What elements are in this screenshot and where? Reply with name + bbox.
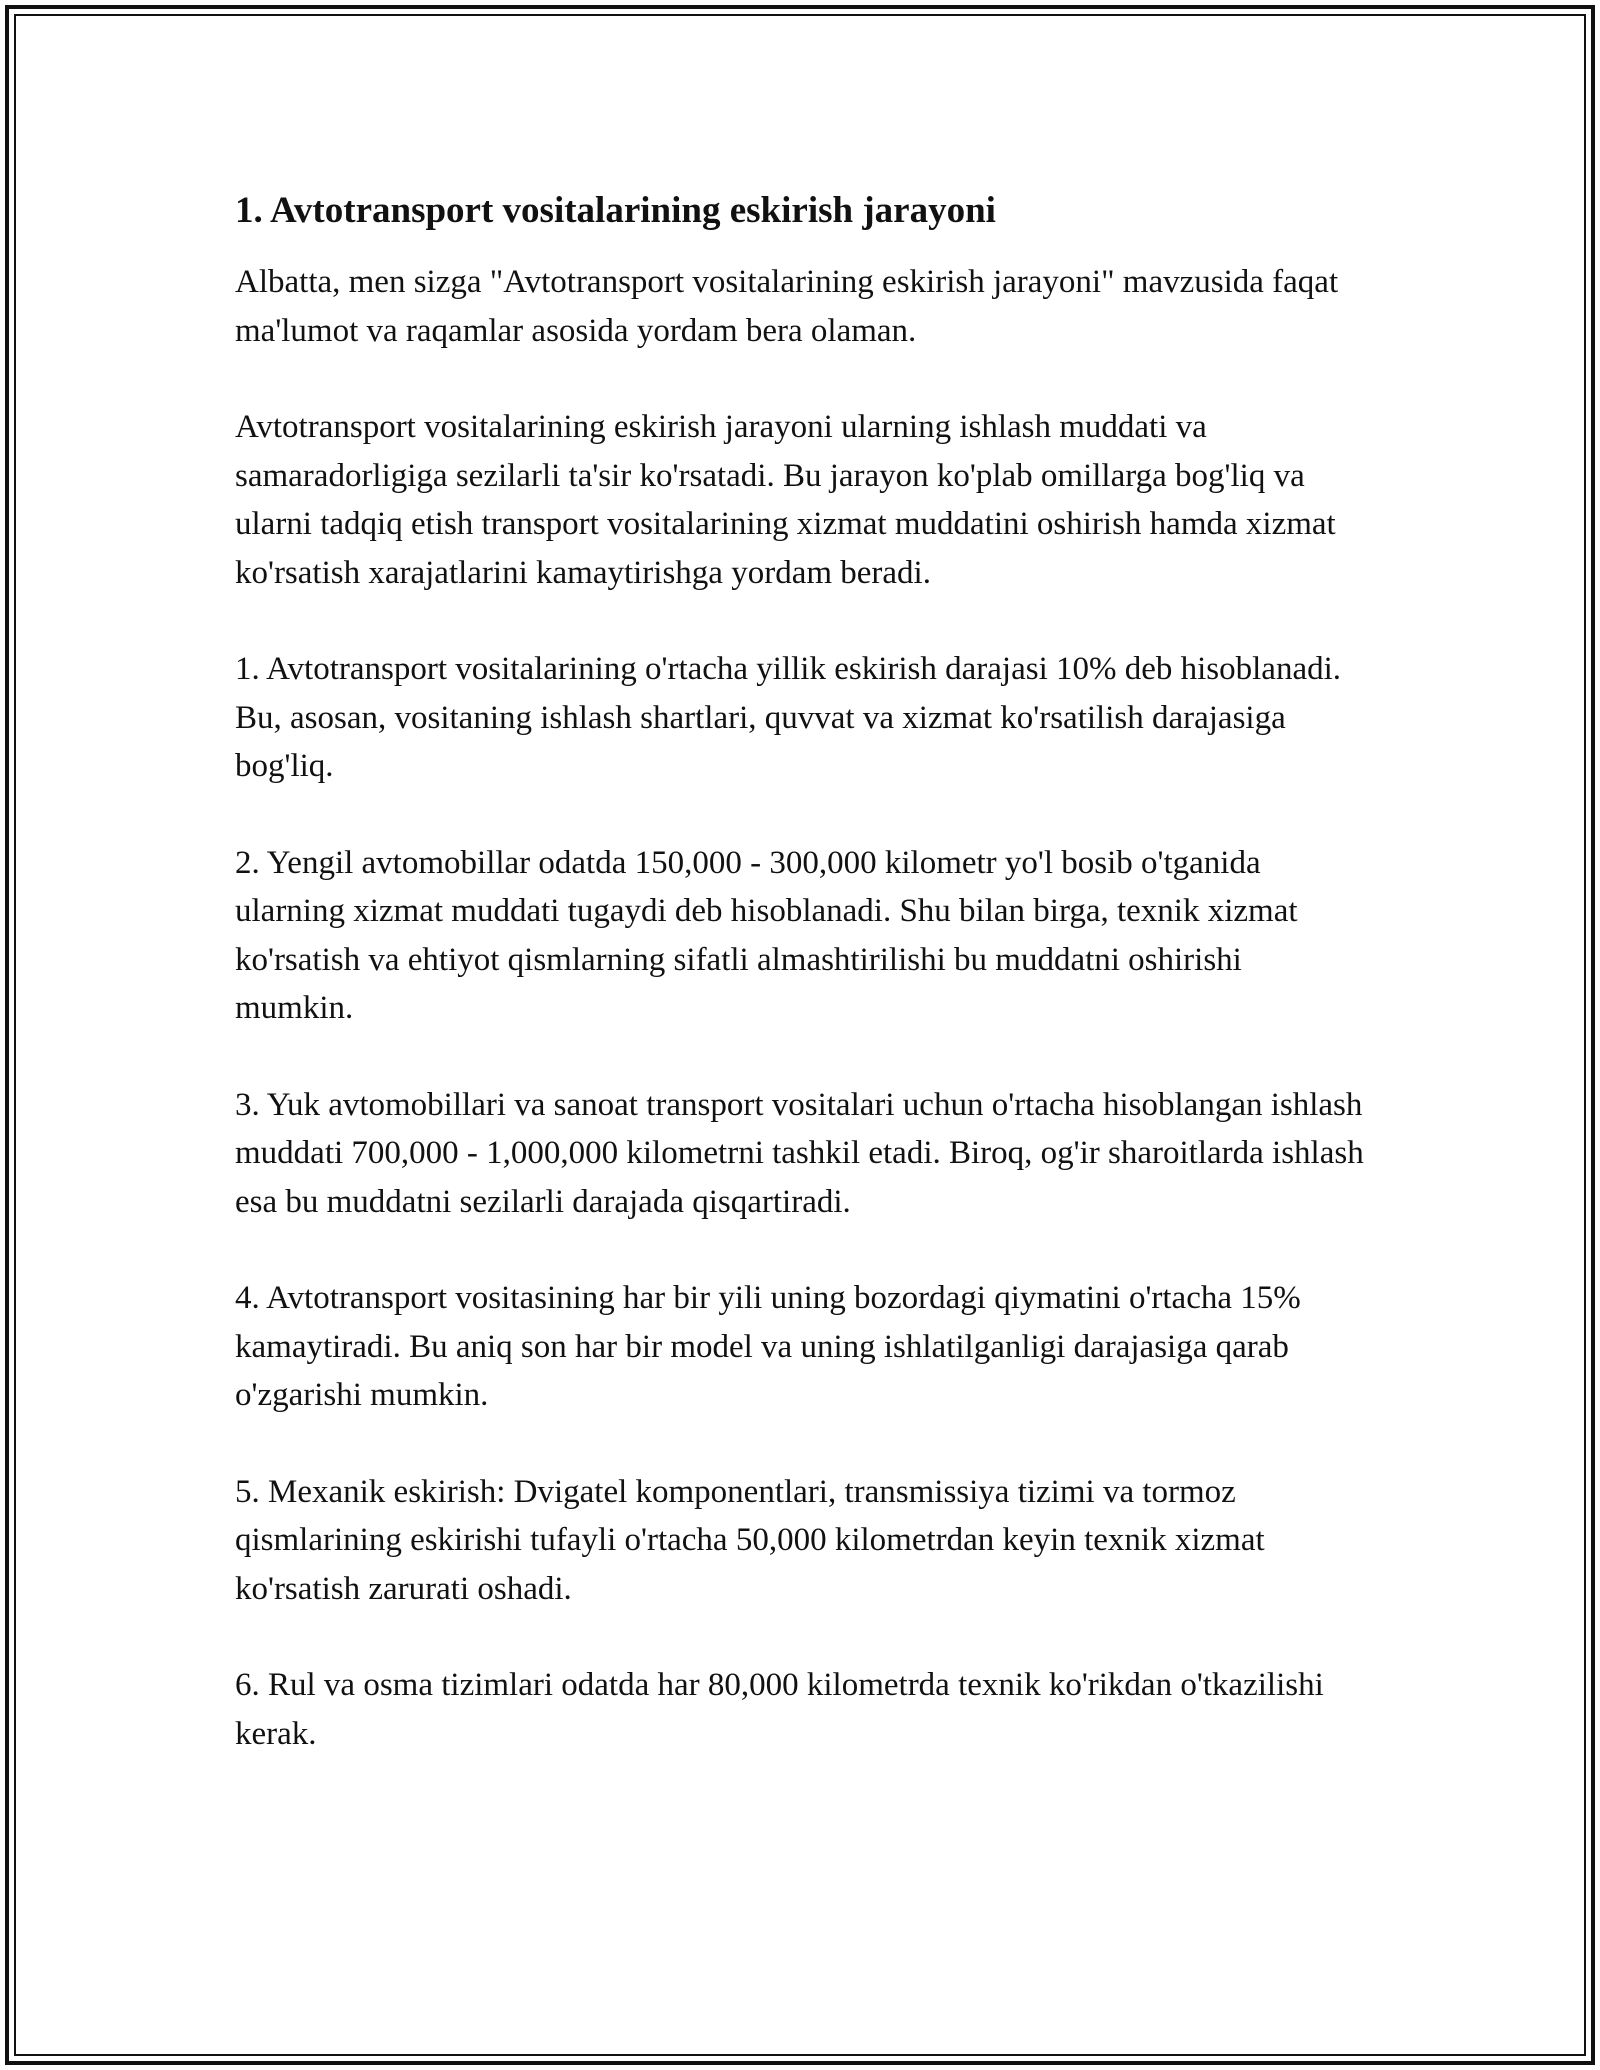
list-item-2: 2. Yengil avtomobillar odatda 150,000 - 300,000 kilometr yo'l bosib o'tganida ularning xizmat muddati tugaydi deb hisoblanadi. Shu bilan birga, texnik xizmat ko'rsatish va ehtiyot qismlarning sifatli almashtirilishi bu muddatni oshirishi mumkin. (235, 844, 1298, 1026)
list-item-6: 6. Rul va osma tizimlari odatda har 80,000 kilometrda texnik ko'rikdan o'tkazilishi kerak. (235, 1667, 1324, 1752)
list-item-1: 1. Avtotransport vositalarining o'rtacha yillik eskirish darajasi 10% deb hisoblanadi. Bu, asosan, vositaning ishlash shartlari, quvvat va xizmat ko'rsatilish darajasiga bog'liq. (235, 651, 1342, 784)
list-item-4: 4. Avtotransport vositasining har bir yili uning bozordagi qiymatini o'rtacha 15% kamaytiradi. Bu aniq son har bir model va uning ishlatilganligi darajasiga qarab o'zgarishi mumkin. (235, 1280, 1301, 1413)
document-title: 1. Avtotransport vositalarining eskirish jarayoni (235, 190, 996, 231)
intro-paragraph: Albatta, men sizga "Avtotransport vositalarining eskirish jarayoni" mavzusida faqat ma'lumot va raqamlar asosida yordam bera olaman. (235, 264, 1339, 349)
list-item-5: 5. Mexanik eskirish: Dvigatel komponentlari, transmissiya tizimi va tormoz qismlarining eskirishi tufayli o'rtacha 50,000 kilometrdan keyin texnik xizmat ko'rsatish zarurati oshadi. (235, 1473, 1265, 1607)
overview-paragraph: Avtotransport vositalarining eskirish jarayoni ularning ishlash muddati va samaradorligiga sezilarli ta'sir ko'rsatadi. Bu jarayon ko'plab omillarga bog'liq va ularni tadqiq etish transport vositalarining xizmat muddatini oshirish hamda xizmat ko'rsatish xarajatlarini kamaytirishga yordam beradi. (235, 409, 1336, 591)
list-item-3: 3. Yuk avtomobillari va sanoat transport vositalari uchun o'rtacha hisoblangan ishlash muddati 700,000 - 1,000,000 kilometrni tashkil etadi. Biroq, og'ir sharoitlarda ishlash esa bu muddatni sezilarli darajada qisqartiradi. (235, 1086, 1364, 1220)
document-body (235, 186, 1365, 1806)
